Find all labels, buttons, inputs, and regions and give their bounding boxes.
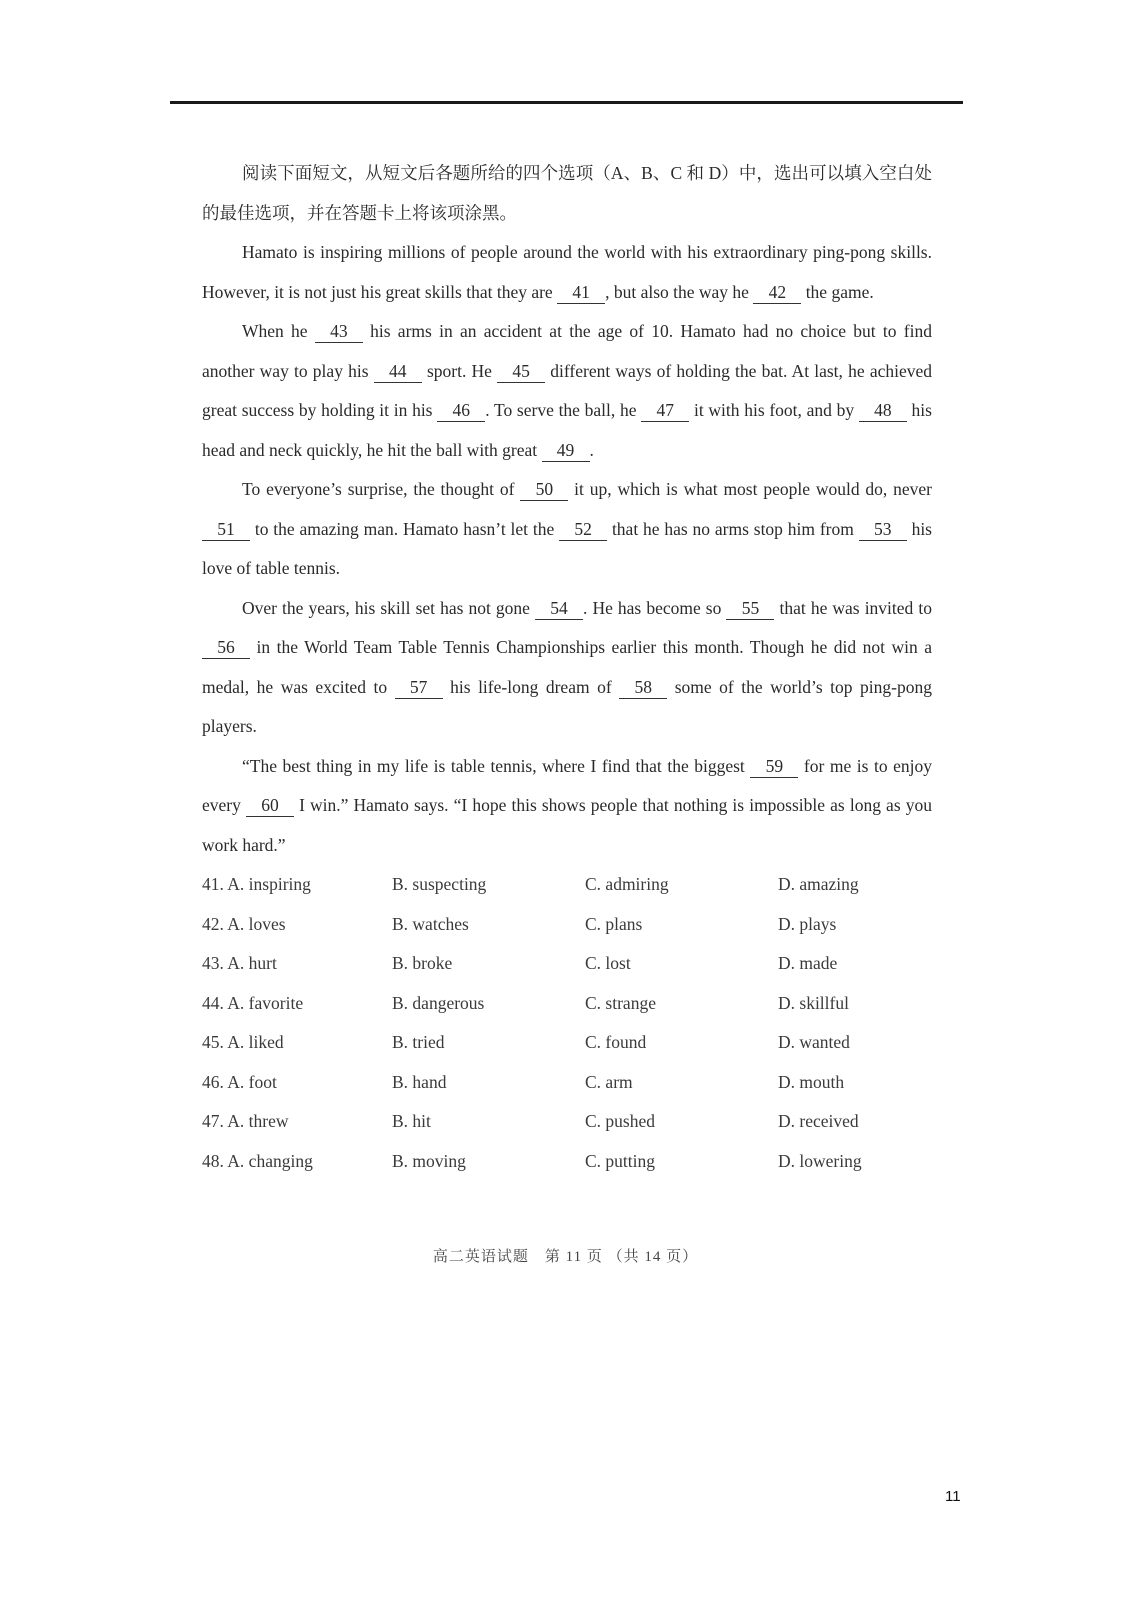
instructions: 阅读下面短文，从短文后各题所给的四个选项（A、B、C 和 D）中，选出可以填入空白处的最佳选项，并在答题卡上将该项涂黑。 <box>202 163 932 223</box>
option-a: 42. A. loves <box>202 913 286 934</box>
passage <box>202 233 932 865</box>
option-d: D. received <box>778 1111 859 1131</box>
option-b: B. suspecting <box>392 874 487 894</box>
passage-text: . <box>589 439 594 460</box>
passage-text: . He has become so <box>583 597 727 618</box>
option-c: C. putting <box>585 1150 656 1171</box>
passage-paragraph <box>202 747 932 866</box>
passage-text: to the amazing man. Hamato hasn’t let the <box>250 518 560 539</box>
page-number: 11 <box>945 1488 961 1505</box>
blank-43: 43 <box>315 320 363 343</box>
option-d: D. made <box>778 953 838 973</box>
passage-text: I win.” Hamato says. “I hope this shows people that nothing is impossible as long as you work hard.” <box>202 795 932 855</box>
option-a: 41. A. inspiring <box>202 874 311 894</box>
blank-50: 50 <box>520 478 568 501</box>
blank-58: 58 <box>619 676 667 699</box>
option-b: B. hit <box>392 1111 431 1131</box>
passage-text: When he <box>242 321 315 341</box>
option-d: D. amazing <box>778 874 859 894</box>
passage-text: Hamato is inspiring millions of people around the world with his extraordinary ping-pong skills. However, it is not just his great skills that they are <box>202 242 932 302</box>
passage-paragraph <box>202 589 932 747</box>
question-row <box>202 984 932 1024</box>
top-rule <box>170 101 963 104</box>
passage-paragraph <box>202 470 932 589</box>
option-a: 43. A. hurt <box>202 953 277 973</box>
blank-42: 42 <box>753 281 801 304</box>
passage-paragraph <box>202 233 932 312</box>
option-d: D. mouth <box>778 1071 845 1092</box>
blank-48: 48 <box>859 399 907 422</box>
option-c: C. admiring <box>585 874 669 894</box>
passage-text: “The best thing in my life is table tennis, where I find that the biggest <box>242 755 751 776</box>
option-a: 46. A. foot <box>202 1071 277 1092</box>
options-list <box>202 865 932 1181</box>
option-a: 44. A. favorite <box>202 992 304 1013</box>
question-row <box>202 944 932 984</box>
passage-text: different ways of holding the bat. At last, he achieved great success by holding it in his <box>202 360 932 420</box>
blank-49: 49 <box>542 439 590 462</box>
option-d: D. lowering <box>778 1150 862 1171</box>
blank-60: 60 <box>246 794 294 817</box>
question-row <box>202 1102 932 1142</box>
blank-52: 52 <box>559 518 607 541</box>
option-b: B. broke <box>392 953 453 973</box>
blank-57: 57 <box>395 676 443 699</box>
option-d: D. skillful <box>778 992 849 1013</box>
option-c: C. plans <box>585 913 643 934</box>
blank-53: 53 <box>859 518 907 541</box>
page-footer: 高二英语试题 第 11 页 （共 14 页） <box>432 1249 699 1265</box>
passage-text: it up, which is what most people would do, never <box>568 479 932 499</box>
passage-text: it with his foot, and by <box>689 400 859 420</box>
blank-55: 55 <box>726 597 774 620</box>
passage-text: for me is to enjoy every <box>202 755 932 815</box>
option-a: 45. A. liked <box>202 1032 284 1052</box>
content <box>202 154 932 1181</box>
passage-text: his arms in an accident at the age of 10. Hamato had no choice but to find another way to play his <box>202 321 932 381</box>
option-c: C. pushed <box>585 1111 655 1131</box>
passage-text: that he was invited to <box>774 597 932 618</box>
option-a: 47. A. threw <box>202 1111 289 1131</box>
question-row <box>202 1142 932 1182</box>
option-c: C. strange <box>585 992 656 1013</box>
blank-46: 46 <box>437 399 485 422</box>
question-row <box>202 1063 932 1103</box>
passage-text: his life-long dream of <box>442 676 620 697</box>
blank-54: 54 <box>535 597 583 620</box>
passage-text: , but also the way he <box>605 281 754 302</box>
blank-45: 45 <box>497 360 545 383</box>
passage-paragraph <box>202 312 932 470</box>
blank-56: 56 <box>202 636 250 659</box>
option-c: C. arm <box>585 1071 633 1092</box>
blank-59: 59 <box>750 755 798 778</box>
blank-51: 51 <box>202 518 250 541</box>
option-c: C. found <box>585 1032 647 1052</box>
passage-text: his head and neck quickly, he hit the ball with great <box>202 400 932 460</box>
option-b: B. watches <box>392 913 469 934</box>
blank-44: 44 <box>374 360 422 383</box>
passage-text: his love of table tennis. <box>202 518 932 578</box>
question-row <box>202 1023 932 1063</box>
question-row <box>202 865 932 905</box>
option-b: B. moving <box>392 1150 466 1171</box>
option-b: B. tried <box>392 1032 445 1052</box>
blank-47: 47 <box>641 399 689 422</box>
passage-text: that he has no arms stop him from <box>607 518 859 539</box>
blank-41: 41 <box>557 281 605 304</box>
passage-text: the game. <box>801 281 874 302</box>
passage-text: Over the years, his skill set has not gone <box>242 597 535 618</box>
passage-text: To everyone’s surprise, the thought of <box>242 479 521 499</box>
passage-text: sport. He <box>421 360 498 381</box>
passage-text: . To serve the ball, he <box>485 400 642 420</box>
option-b: B. dangerous <box>392 992 485 1013</box>
option-d: D. plays <box>778 913 837 934</box>
option-d: D. wanted <box>778 1032 850 1052</box>
option-a: 48. A. changing <box>202 1150 313 1171</box>
option-b: B. hand <box>392 1071 447 1092</box>
passage-text: some of the world’s top ping-pong players. <box>202 676 932 736</box>
question-row <box>202 905 932 945</box>
option-c: C. lost <box>585 953 631 973</box>
passage-text: in the World Team Table Tennis Championships earlier this month. Though he did not win a medal, he was excited to <box>202 637 932 697</box>
